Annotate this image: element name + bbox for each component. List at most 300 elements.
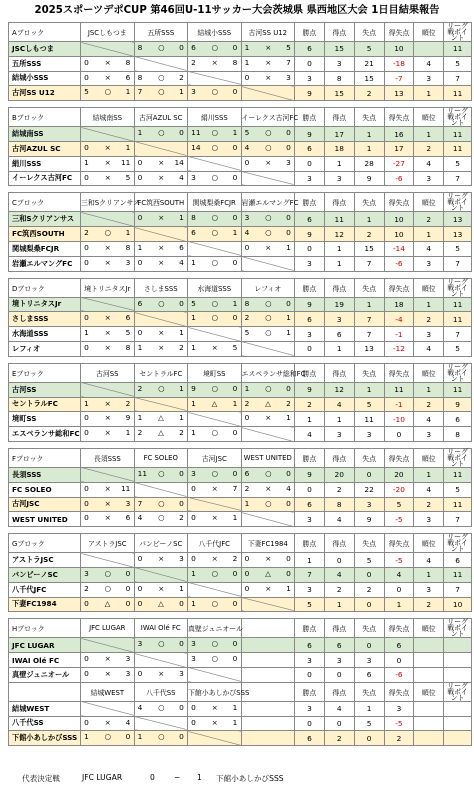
result-mark: ○ [104, 228, 112, 238]
result-score: 3 [191, 468, 196, 478]
result-score: 1 [137, 242, 143, 252]
result-mark: ○ [158, 298, 165, 308]
stat-rank [414, 731, 444, 746]
block-header-row [9, 534, 472, 553]
result-score: 0 [232, 213, 238, 223]
result-score: 2 [179, 342, 184, 352]
header-team: JSCしもつま [81, 23, 135, 42]
header-team: アストラJSC [81, 534, 135, 553]
stat-points: 3 [295, 171, 325, 186]
result-score: 0 [84, 498, 89, 508]
team-name: JFC LUGAR [9, 638, 81, 653]
header-team: レフィオ [241, 278, 295, 297]
stat-points: 6 [295, 731, 325, 746]
result-cell [188, 427, 242, 442]
stat-goals-against: 5 [354, 716, 384, 731]
stat-goals-for: 0 [324, 553, 354, 568]
result-mark: ○ [211, 213, 219, 223]
header-league-points: リーグ戦ポイント [444, 534, 472, 553]
self-match-cell [188, 731, 242, 746]
result-mark: × [265, 413, 272, 423]
result-score: 1 [179, 383, 184, 393]
result-mark: × [211, 342, 218, 352]
stat-points: 3 [295, 327, 325, 342]
stat-rank: 2 [414, 597, 444, 612]
stat-goal-diff: -27 [384, 156, 414, 171]
final-away-team: 下館小あしかびSSS [216, 774, 284, 783]
stat-points: 2 [295, 397, 325, 412]
result-mark: × [104, 313, 111, 323]
stat-goals-against: 6 [354, 667, 384, 682]
result-cell [241, 141, 295, 156]
stat-points: 1 [295, 412, 325, 427]
result-mark: △ [211, 398, 218, 408]
result-cell [241, 297, 295, 312]
stat-rank [414, 653, 444, 668]
stat-goals-against: 7 [354, 256, 384, 271]
stat-goal-diff: 5 [384, 497, 414, 512]
block-name: Gブロック [9, 534, 81, 553]
stat-goal-diff: 2 [384, 731, 414, 746]
stat-goals-for: 3 [324, 312, 354, 327]
stat-points: 0 [295, 241, 325, 256]
result-cell [81, 567, 135, 582]
stat-goals-for: 8 [324, 497, 354, 512]
result-score: 2 [137, 428, 143, 438]
stat-league-points [444, 701, 472, 716]
result-score: 0 [286, 498, 291, 508]
stat-goals-against: 7 [354, 327, 384, 342]
stat-points: 4 [295, 427, 325, 442]
header-team: 古河JSC [188, 448, 242, 467]
stat-goal-diff: -10 [384, 412, 414, 427]
header-team: 水海道SSS [188, 278, 242, 297]
result-score: 0 [179, 598, 184, 608]
header-points: 勝点 [295, 23, 325, 42]
result-score: 0 [232, 468, 238, 478]
result-cell [134, 731, 188, 746]
team-row [9, 667, 472, 682]
result-score: 0 [191, 702, 196, 712]
stat-goals-for: 3 [324, 171, 354, 186]
stat-points: 3 [295, 701, 325, 716]
team-name: FC SOLEO [9, 482, 81, 497]
self-match-cell [81, 297, 135, 312]
result-mark: △ [158, 428, 164, 438]
result-cell [81, 667, 135, 682]
stat-rank: 3 [414, 327, 444, 342]
result-cell [188, 512, 242, 527]
result-mark: × [211, 717, 218, 727]
result-mark: ○ [265, 298, 272, 308]
result-cell [241, 156, 295, 171]
stat-rank: 1 [414, 467, 444, 482]
result-score: 6 [125, 513, 131, 523]
result-score: 2 [232, 554, 238, 564]
result-mark: × [158, 554, 165, 564]
result-mark: ○ [265, 313, 272, 323]
team-row [9, 297, 472, 312]
header-goals-for: 得点 [324, 448, 354, 467]
result-cell [188, 227, 242, 242]
result-cell [81, 341, 135, 356]
result-score: 2 [286, 398, 291, 408]
stat-rank: 1 [414, 227, 444, 242]
result-score: 1 [191, 342, 196, 352]
result-mark: ○ [211, 654, 219, 664]
header-league-points: リーグ戦ポイント [444, 108, 472, 127]
result-score: 0 [232, 257, 238, 267]
result-score: 0 [179, 128, 184, 138]
header-league-points: リーグ戦ポイント [444, 278, 472, 297]
stat-league-points: 5 [444, 56, 472, 71]
result-score: 1 [179, 87, 184, 97]
result-score: 4 [244, 228, 250, 238]
result-score: 3 [179, 668, 184, 678]
result-score: 11 [137, 468, 148, 478]
header-goal-diff: 得失点 [384, 278, 414, 297]
stat-goals-for: 20 [324, 467, 354, 482]
header-rank: 順位 [414, 193, 444, 212]
result-cell [134, 86, 188, 101]
stat-goal-diff: -5 [384, 716, 414, 731]
result-score: 0 [244, 413, 250, 423]
stat-rank: 1 [414, 127, 444, 142]
header-points: 勝点 [295, 448, 325, 467]
stat-goals-against: 2 [354, 582, 384, 597]
stat-points: 7 [295, 567, 325, 582]
header-team: 結城WEST [81, 682, 135, 701]
header-goals-against: 失点 [354, 682, 384, 701]
stat-league-points: 11 [444, 141, 472, 156]
result-cell [188, 212, 242, 227]
result-cell [241, 482, 295, 497]
self-match-cell [81, 467, 135, 482]
empty-cell [241, 701, 295, 716]
result-mark: × [265, 242, 272, 252]
result-score: 1 [125, 87, 131, 97]
result-cell [81, 56, 135, 71]
result-score: 0 [84, 172, 89, 182]
result-score: 2 [137, 383, 143, 393]
block-header-row [9, 448, 472, 467]
empty-cell [9, 682, 81, 701]
team-name: JSCしもつま [9, 42, 81, 57]
result-mark: × [211, 483, 218, 493]
stat-rank: 4 [414, 156, 444, 171]
result-score: 4 [137, 702, 143, 712]
block-header-row [9, 682, 472, 701]
result-cell [188, 382, 242, 397]
result-score: 0 [232, 383, 238, 393]
result-cell [134, 638, 188, 653]
self-match-cell [81, 701, 135, 716]
result-cell [188, 141, 242, 156]
result-score: 1 [84, 328, 89, 338]
team-name: 下館小あしかびSSS [9, 731, 81, 746]
result-mark: ○ [104, 568, 112, 578]
stat-league-points: 5 [444, 241, 472, 256]
team-row [9, 482, 472, 497]
stat-league-points [444, 638, 472, 653]
header-rank: 順位 [414, 682, 444, 701]
header-goals-for: 得点 [324, 619, 354, 638]
header-points: 勝点 [295, 108, 325, 127]
stat-goal-diff: 10 [384, 212, 414, 227]
stat-goals-against: 21 [354, 56, 384, 71]
stat-goal-diff: -6 [384, 171, 414, 186]
result-mark: ○ [158, 513, 165, 523]
team-row [9, 241, 472, 256]
result-score: 5 [125, 172, 131, 182]
result-mark: × [265, 483, 272, 493]
stat-league-points: 11 [444, 312, 472, 327]
result-mark: ○ [158, 732, 165, 742]
header-team: 結城南SS [81, 108, 135, 127]
result-mark: ○ [104, 87, 112, 97]
result-score: 1 [191, 428, 196, 438]
stat-goal-diff: -12 [384, 341, 414, 356]
result-score: 1 [286, 242, 291, 252]
result-score: 0 [84, 257, 89, 267]
result-score: 0 [179, 43, 184, 52]
header-league-points: リーグ戦ポイント [444, 619, 472, 638]
result-score: 7 [137, 498, 143, 508]
team-row [9, 256, 472, 271]
result-score: 8 [244, 298, 250, 308]
stat-goal-diff: -18 [384, 56, 414, 71]
stat-points: 6 [295, 497, 325, 512]
result-score: 1 [137, 732, 143, 742]
result-score: 0 [244, 583, 250, 593]
result-mark: × [104, 172, 111, 182]
self-match-cell [134, 141, 188, 156]
result-cell [188, 341, 242, 356]
stat-points: 6 [295, 638, 325, 653]
result-score: 0 [244, 554, 250, 564]
stat-goals-against: 9 [354, 171, 384, 186]
result-score: 0 [286, 468, 291, 478]
result-score: 3 [244, 213, 250, 223]
result-score: 1 [137, 342, 143, 352]
result-mark: ○ [211, 298, 219, 308]
result-mark: ○ [211, 228, 219, 238]
result-score: 3 [286, 157, 291, 167]
stat-rank: 2 [414, 212, 444, 227]
result-cell [241, 227, 295, 242]
result-mark: ○ [211, 257, 219, 267]
result-score: 1 [286, 328, 291, 338]
team-name: 八千代JFC [9, 582, 81, 597]
team-name: セントラルFC [9, 397, 81, 412]
team-name: 五所SSS [9, 56, 81, 71]
result-score: 5 [286, 43, 291, 52]
header-team: 古河SS U12 [241, 23, 295, 42]
result-score: 1 [244, 498, 250, 508]
result-score: 0 [286, 383, 291, 393]
result-score: 1 [125, 228, 131, 238]
block-name: Cブロック [9, 193, 81, 212]
result-cell [134, 297, 188, 312]
result-score: 0 [191, 513, 196, 523]
result-cell [81, 397, 135, 412]
stat-goals-against: 2 [354, 227, 384, 242]
stat-goals-for: 12 [324, 227, 354, 242]
header-team: バンビーノSC [134, 534, 188, 553]
result-cell [134, 512, 188, 527]
result-score: 8 [137, 43, 143, 52]
header-points: 勝点 [295, 619, 325, 638]
result-score: 7 [232, 483, 238, 493]
result-score: 1 [232, 128, 238, 138]
result-cell [188, 553, 242, 568]
result-score: 0 [84, 57, 89, 67]
result-score: 1 [232, 702, 238, 712]
block-header-row [9, 278, 472, 297]
result-score: 6 [179, 242, 184, 252]
result-score: 3 [179, 554, 184, 564]
stat-league-points: 7 [444, 327, 472, 342]
result-cell [188, 256, 242, 271]
team-name: 結城南SS [9, 127, 81, 142]
result-mark: ○ [211, 172, 219, 182]
team-name: アストラJSC [9, 553, 81, 568]
final-label: 代表決定戦 [22, 774, 60, 783]
result-score: 0 [84, 598, 89, 608]
self-match-cell [188, 71, 242, 86]
result-cell [241, 212, 295, 227]
stat-goal-diff: 0 [384, 653, 414, 668]
result-score: 3 [286, 72, 291, 82]
header-goals-against: 失点 [354, 108, 384, 127]
result-score: 4 [137, 513, 143, 523]
result-score: 4 [179, 257, 184, 267]
team-name: 境町SS [9, 412, 81, 427]
block-header-row [9, 108, 472, 127]
result-score: 1 [125, 142, 131, 152]
stat-goals-against: 3 [354, 427, 384, 442]
result-cell [188, 397, 242, 412]
block-name: Aブロック [9, 23, 81, 42]
stat-goal-diff: -1 [384, 397, 414, 412]
result-score: 5 [125, 328, 131, 338]
result-mark: ○ [265, 128, 272, 138]
result-score: 3 [191, 87, 196, 97]
self-match-cell [81, 212, 135, 227]
result-mark: ○ [211, 428, 219, 438]
result-mark: ○ [265, 328, 272, 338]
result-score: 0 [137, 328, 143, 338]
stat-league-points: 7 [444, 171, 472, 186]
result-score: 9 [125, 413, 131, 423]
result-score: 1 [179, 583, 184, 593]
stat-goals-for: 3 [324, 427, 354, 442]
header-goals-against: 失点 [354, 278, 384, 297]
result-score: 0 [179, 732, 184, 742]
header-goals-for: 得点 [324, 193, 354, 212]
result-score: 3 [125, 257, 131, 267]
block-name: Hブロック [9, 619, 81, 638]
result-score: 4 [244, 142, 250, 152]
stat-points: 3 [295, 653, 325, 668]
result-cell [241, 382, 295, 397]
result-mark: × [158, 257, 165, 267]
stat-points: 0 [295, 341, 325, 356]
stat-league-points: 5 [444, 156, 472, 171]
header-rank: 順位 [414, 448, 444, 467]
stat-rank: 2 [414, 141, 444, 156]
result-mark: × [104, 428, 111, 438]
team-name: さしまSSS [9, 312, 81, 327]
header-team: イーレクス古河FC [241, 108, 295, 127]
result-score: 1 [191, 598, 196, 608]
empty-cell [241, 667, 295, 682]
final-home-team: JFC LUGAR [82, 773, 123, 782]
result-mark: × [104, 413, 111, 423]
stat-rank: 3 [414, 256, 444, 271]
stat-goals-against: 1 [354, 127, 384, 142]
result-mark: ○ [211, 87, 219, 97]
stat-goal-diff: -6 [384, 256, 414, 271]
result-mark: × [158, 172, 165, 182]
header-league-points: リーグ戦ポイント [444, 448, 472, 467]
header-team: エスペランサ総和FC [241, 363, 295, 382]
result-score: 5 [232, 342, 238, 352]
team-row [9, 567, 472, 582]
result-score: 1 [286, 583, 291, 593]
header-team: 長須SSS [81, 448, 135, 467]
team-name: 古河JSC [9, 497, 81, 512]
result-cell [241, 397, 295, 412]
stat-league-points: 6 [444, 412, 472, 427]
stat-goal-diff: -5 [384, 553, 414, 568]
header-rank: 順位 [414, 363, 444, 382]
result-cell [241, 71, 295, 86]
result-score: 8 [232, 57, 238, 67]
result-cell [81, 597, 135, 612]
result-score: 0 [84, 342, 89, 352]
stat-goal-diff: -20 [384, 482, 414, 497]
result-mark: × [265, 43, 272, 52]
result-score: 0 [179, 498, 184, 508]
result-score: 0 [84, 654, 89, 664]
stat-league-points: 7 [444, 256, 472, 271]
stat-goals-against: 5 [354, 553, 384, 568]
header-team: 三和Sクリアンサス [81, 193, 135, 212]
result-score: 0 [191, 717, 196, 727]
stat-points: 9 [295, 467, 325, 482]
result-score: 0 [137, 583, 143, 593]
result-score: 0 [137, 257, 143, 267]
self-match-cell [188, 327, 242, 342]
self-match-cell [81, 42, 135, 57]
stat-goals-against: 0 [354, 567, 384, 582]
result-score: 0 [232, 428, 238, 438]
header-points: 勝点 [295, 193, 325, 212]
result-score: 0 [84, 483, 89, 493]
header-team: 八千代JFC [188, 534, 242, 553]
result-mark: × [158, 583, 165, 593]
stat-points: 9 [295, 382, 325, 397]
result-score: 1 [191, 313, 196, 323]
result-mark: × [158, 242, 165, 252]
result-score: 1 [179, 213, 184, 223]
result-score: 3 [191, 639, 196, 649]
stat-goals-against: 0 [354, 597, 384, 612]
result-cell [188, 42, 242, 57]
result-cell [188, 297, 242, 312]
stat-points: 1 [295, 553, 325, 568]
